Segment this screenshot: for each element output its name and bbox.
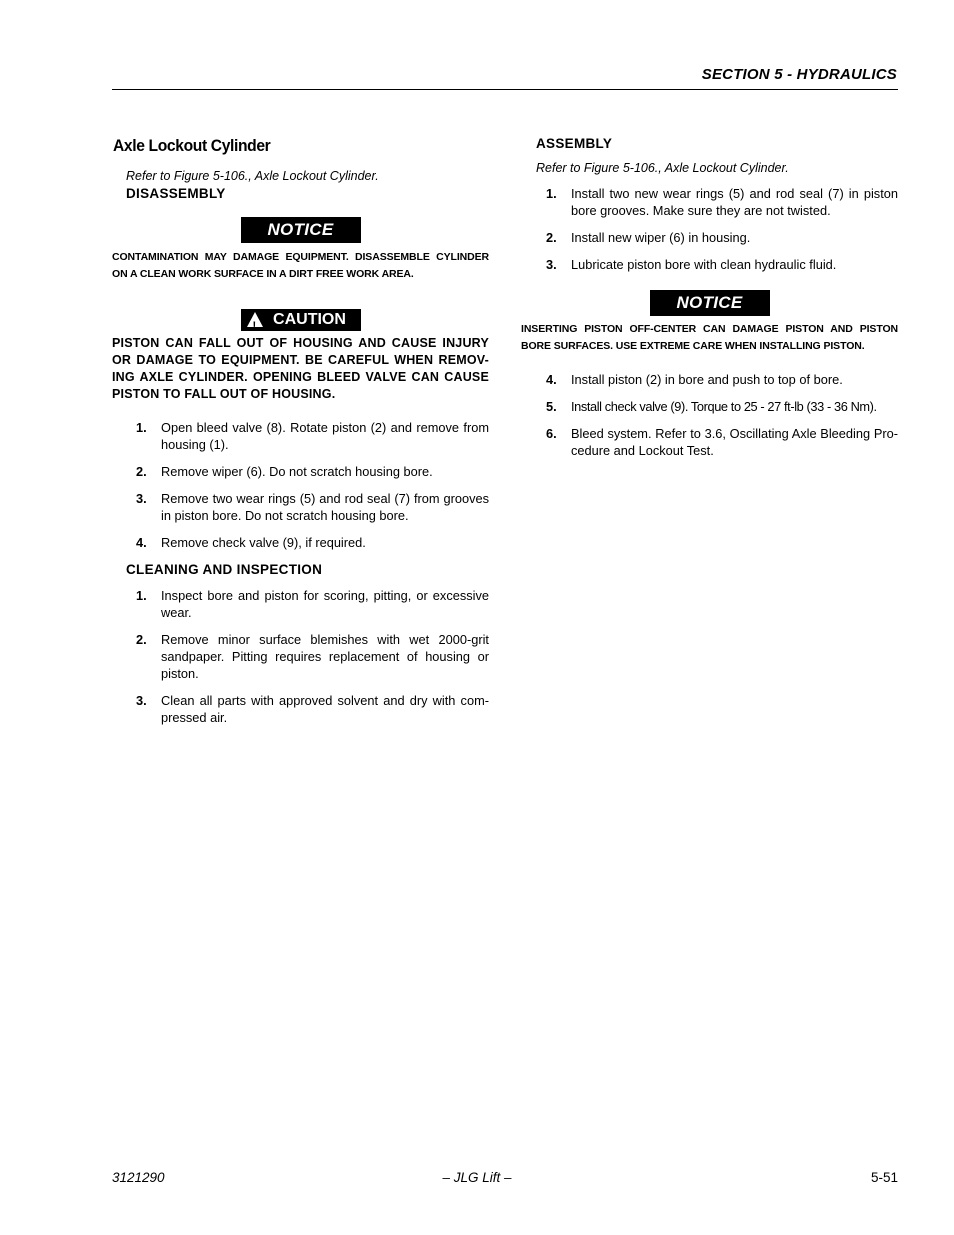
- assembly-steps: [521, 185, 898, 273]
- cleaning-heading: CLEANING AND INSPECTION: [126, 562, 323, 577]
- notice-box: [521, 290, 898, 316]
- list-item: 2. Remove wiper (6). Do not scratch housing bore.: [136, 464, 433, 479]
- figure-reference: Refer to Figure 5-106., Axle Lockout Cylinder.: [536, 161, 789, 175]
- caution-label: CAUTION: [273, 311, 346, 328]
- cleaning-steps: [112, 587, 489, 726]
- list-item: 3. Clean all parts with approved solvent and dry with com-pressed air.: [136, 693, 489, 725]
- caution-text: PISTON CAN FALL OUT OF HOUSING AND CAUSE INJURY OR DAMAGE TO EQUIPMENT. BE CAREFUL WHEN REMOV-ING AXLE CYLINDER. OPENING BLEED VALVE CAN CAUSE PISTON TO FALL OUT OF HOUSING.: [112, 336, 489, 401]
- left-column: [112, 133, 489, 726]
- section-title: Axle Lockout Cylinder: [113, 136, 271, 155]
- notice-box: [112, 217, 489, 243]
- exclamation-icon: !: [252, 320, 257, 332]
- list-item: 5. Install check valve (9). Torque to 25 - 27 ft-lb (33 - 36 Nm).: [546, 399, 877, 414]
- list-item: 2. Install new wiper (6) in housing.: [546, 230, 751, 245]
- notice-text: INSERTING PISTON OFF-CENTER CAN DAMAGE PISTON AND PISTON BORE SURFACES. USE EXTREME CARE WHEN INSTALLING PISTON.: [521, 323, 898, 352]
- disassembly-steps: [112, 419, 489, 551]
- notice-badge: NOTICE: [241, 217, 361, 243]
- disassembly-heading: DISASSEMBLY: [126, 186, 226, 201]
- right-column: [521, 133, 898, 459]
- section-header: SECTION 5 - HYDRAULICS: [701, 66, 897, 83]
- page-number: 5-51: [870, 1170, 898, 1185]
- notice-text: CONTAMINATION MAY DAMAGE EQUIPMENT. DISASSEMBLE CYLINDER ON A CLEAN WORK SURFACE IN A DIRT FREE WORK AREA.: [112, 251, 489, 280]
- list-item: 2. Remove minor surface blemishes with wet 2000-grit sandpaper. Pitting requires replacement of housing or piston.: [136, 632, 489, 681]
- list-item: 1. Install two new wear rings (5) and rod seal (7) in piston bore grooves. Make sure they are not twisted.: [546, 186, 898, 218]
- list-item: 1. Open bleed valve (8). Rotate piston (2) and remove from housing (1).: [136, 420, 489, 452]
- caution-badge: [241, 309, 361, 331]
- list-item: 1. Inspect bore and piston for scoring, pitting, or excessive wear.: [136, 588, 489, 620]
- list-item: 3. Lubricate piston bore with clean hydraulic fluid.: [546, 257, 837, 272]
- caution-box: [112, 309, 489, 331]
- list-item: 4. Remove check valve (9), if required.: [136, 535, 366, 550]
- footer-center: – JLG Lift –: [442, 1170, 512, 1185]
- figure-reference: Refer to Figure 5-106., Axle Lockout Cylinder.: [126, 169, 379, 183]
- document-number: 3121290: [112, 1170, 165, 1185]
- header-rule: [112, 89, 898, 90]
- list-item: 3. Remove two wear rings (5) and rod seal (7) from grooves in piston bore. Do not scratch housing bore.: [136, 491, 489, 523]
- notice-badge: NOTICE: [650, 290, 770, 316]
- assembly-steps-continued: [521, 371, 898, 459]
- list-item: 4. Install piston (2) in bore and push to top of bore.: [546, 372, 843, 387]
- assembly-heading: ASSEMBLY: [536, 136, 613, 151]
- list-item: 6. Bleed system. Refer to 3.6, Oscillating Axle Bleeding Pro-cedure and Lockout Test.: [546, 426, 898, 458]
